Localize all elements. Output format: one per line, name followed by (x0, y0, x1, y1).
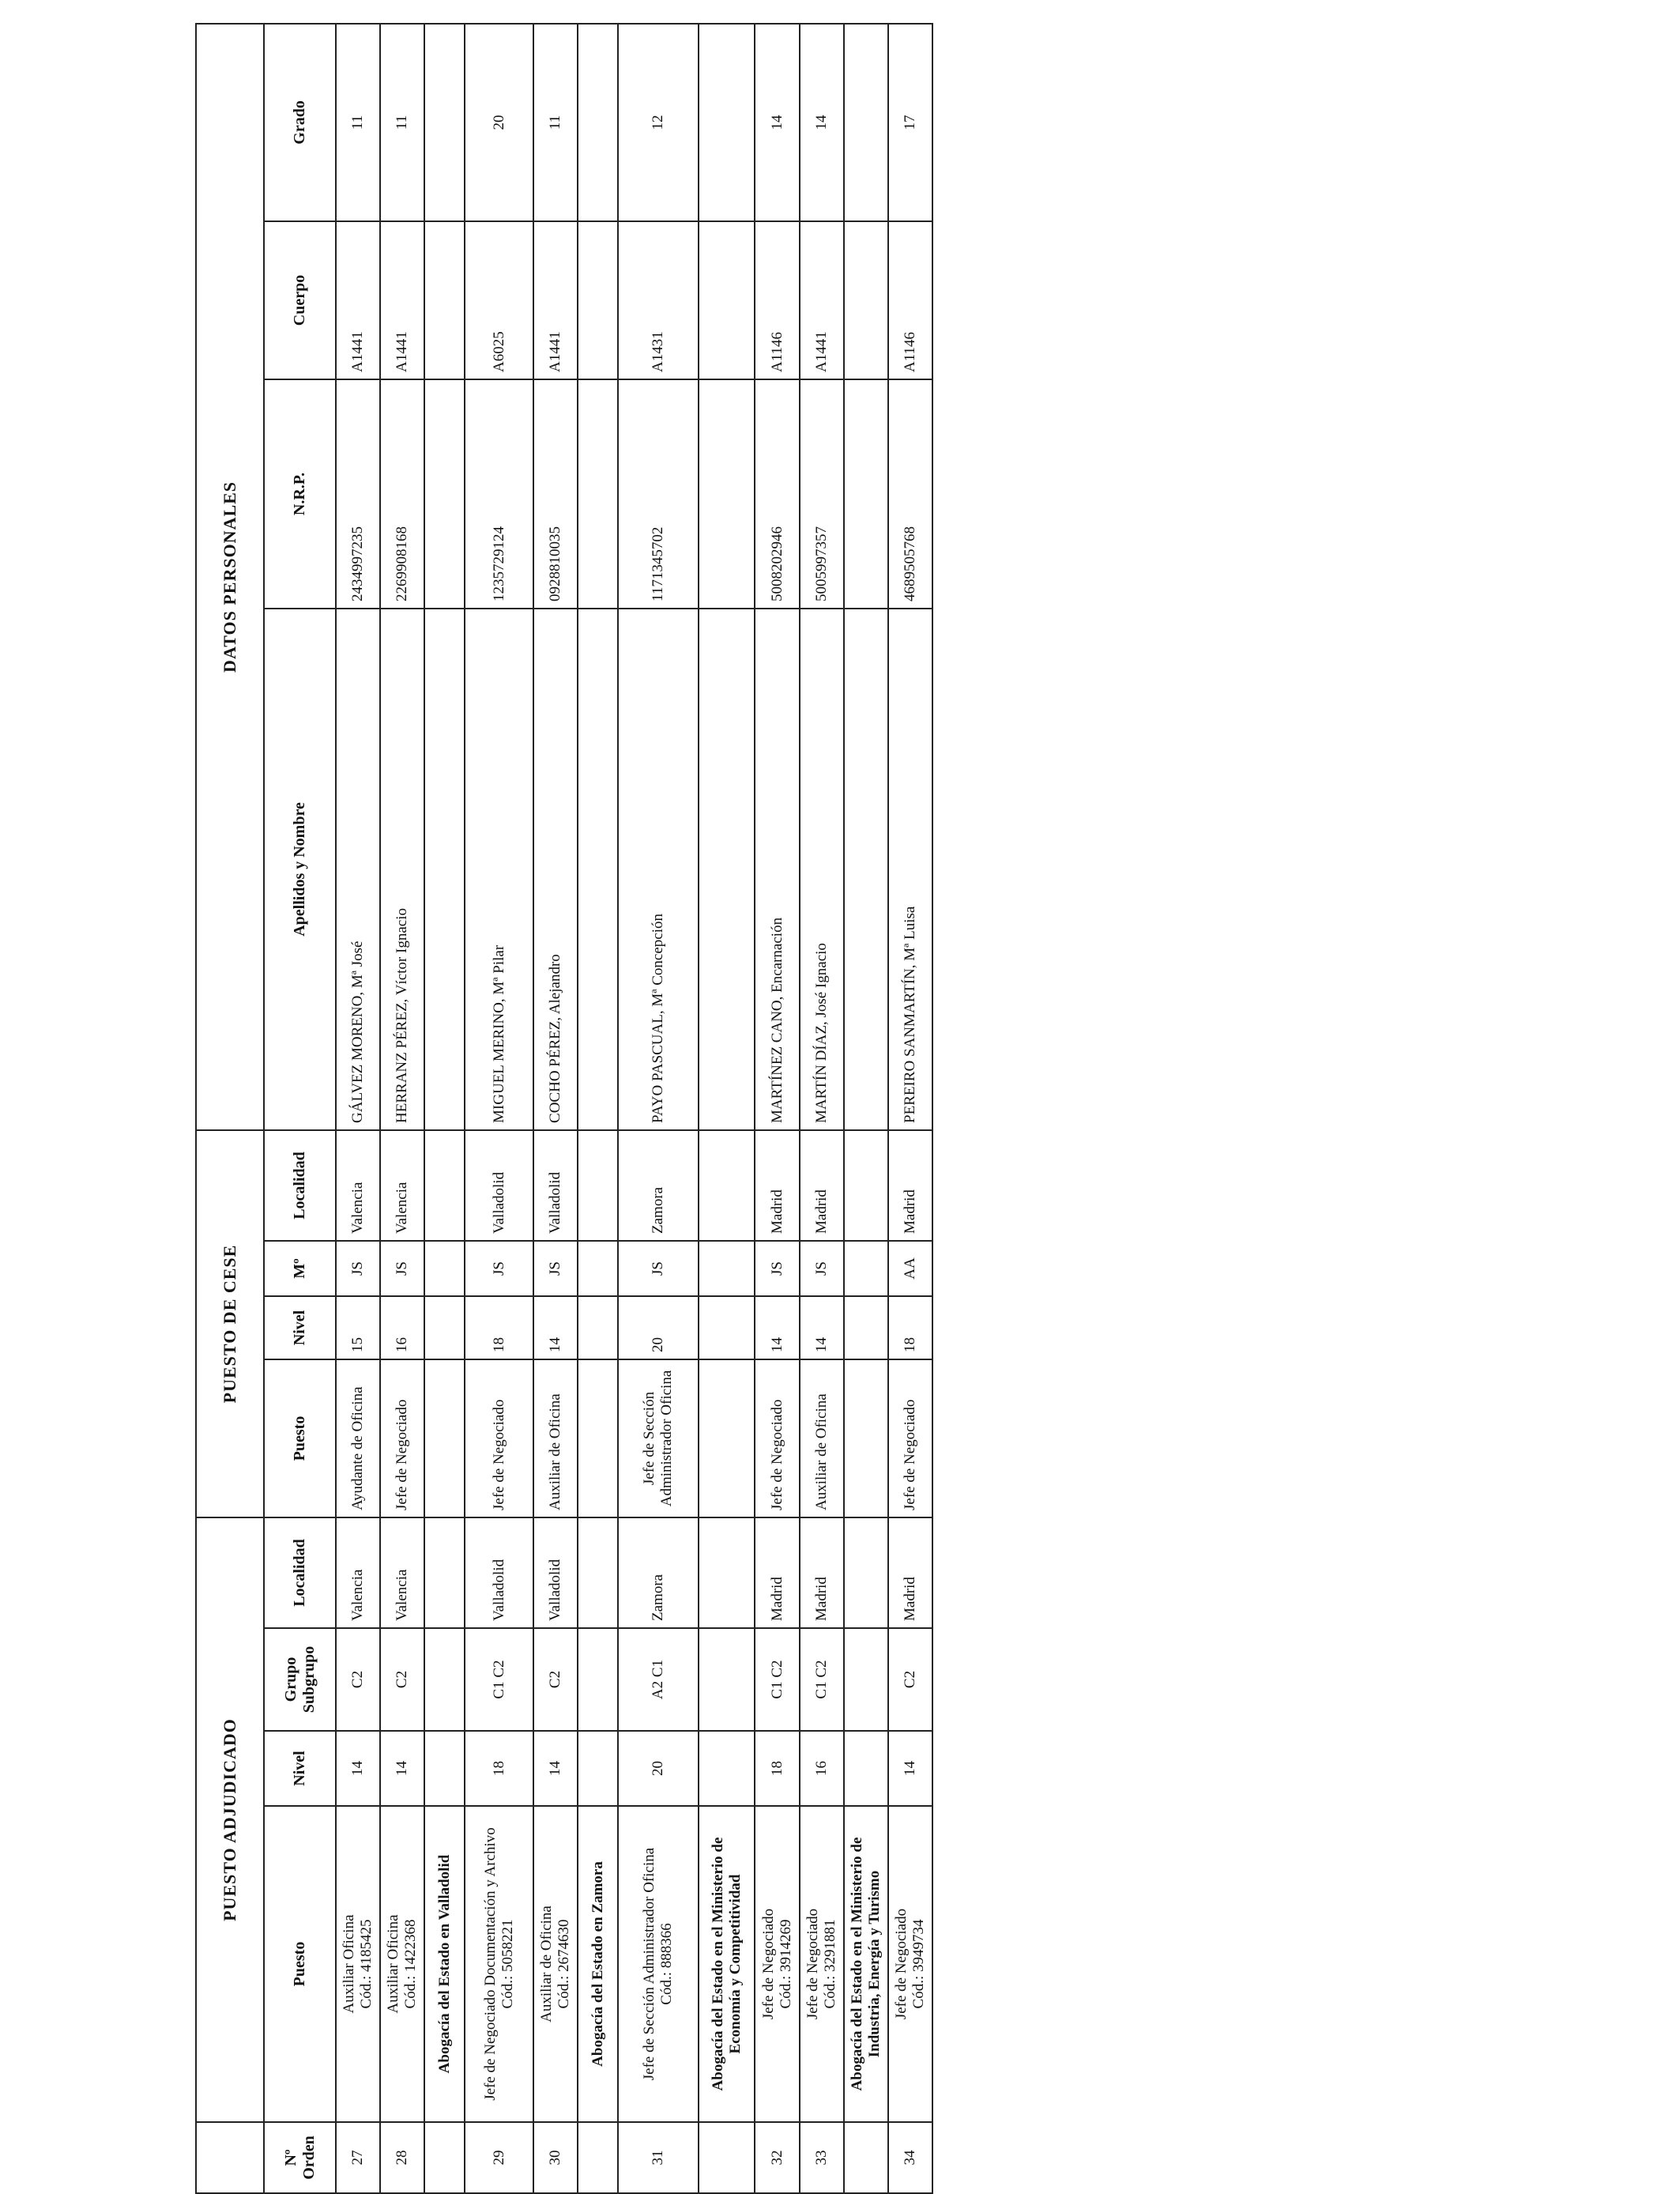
section-blank (578, 24, 618, 221)
adj-puesto-text: Auxiliar Oficina (385, 1914, 402, 2014)
cese-puesto-cell: Jefe de Negociado (465, 1359, 533, 1517)
section-blank (699, 1517, 755, 1628)
nrp-cell: 5008202946 (755, 379, 799, 609)
adj-nivel-cell: 16 (800, 1731, 844, 1806)
cese-nivel-cell: 18 (465, 1296, 533, 1359)
adj-cod-text: Cód.: 1422368 (402, 1919, 420, 2009)
adj-cod-text: Cód.: 4185425 (358, 1919, 375, 2009)
cese-nivel-cell: 16 (380, 1296, 424, 1359)
adj-puesto-text: Jefe de Negociado Documentación y Archivo (481, 1827, 499, 2101)
adj-cod-text: Cód.: 888366 (658, 1923, 676, 2005)
section-blank (844, 1731, 888, 1806)
section-blank (844, 1296, 888, 1359)
adj-grupo-header: Grupo Subgrupo (264, 1628, 336, 1731)
section-blank (844, 1359, 888, 1517)
section-blank (578, 1359, 618, 1517)
apellidos-header: Apellidos y Nombre (264, 609, 336, 1130)
orden-cell: 27 (336, 2122, 380, 2193)
adj-cod-text: Cód.: 3914269 (777, 1919, 794, 2009)
section-blank (844, 221, 888, 379)
nombre-cell: PAYO PASCUAL, Mª Concepción (618, 609, 699, 1130)
puesto-de-cese-header: PUESTO DE CESE (196, 1130, 264, 1517)
nombre-cell: HERRANZ PÉREZ, Víctor Ignacio (380, 609, 424, 1130)
nrp-header: N.R.P. (264, 379, 336, 609)
adj-puesto-cell (618, 1806, 699, 2122)
section-row (578, 24, 618, 2193)
section-blank (699, 379, 755, 609)
section-blank (424, 221, 465, 379)
nrp-cell: 2434997235 (336, 379, 380, 609)
nrp-cell: 1171345702 (618, 379, 699, 609)
adj-grupo-cell: A2 C1 (618, 1628, 699, 1731)
cese-puesto-cell: Auxiliar de Oficina (533, 1359, 578, 1517)
section-blank (424, 379, 465, 609)
cese-puesto-cell: Jefe de Sección Administrador Oficina (618, 1359, 699, 1517)
adj-grupo-cell: C1 C2 (755, 1628, 799, 1731)
section-blank (844, 1628, 888, 1731)
nrp-cell: 4689505768 (888, 379, 932, 609)
section-blank (699, 1731, 755, 1806)
cese-m-cell: JS (618, 1241, 699, 1296)
section-blank (699, 1241, 755, 1296)
section-blank (699, 609, 755, 1130)
adj-grupo-cell: C2 (888, 1628, 932, 1731)
adj-puesto-cell (465, 1806, 533, 2122)
section-blank (424, 609, 465, 1130)
nombre-cell: COCHO PÉREZ, Alejandro (533, 609, 578, 1130)
section-blank (699, 221, 755, 379)
table-row (380, 24, 424, 2193)
section-blank (844, 609, 888, 1130)
adj-nivel-cell: 18 (465, 1731, 533, 1806)
table-row (800, 24, 844, 2193)
table-row (888, 24, 932, 2193)
adj-puesto-text: Jefe de Negociado (804, 1908, 821, 2020)
table-row (618, 24, 699, 2193)
section-blank (424, 1241, 465, 1296)
cese-localidad-cell: Valencia (380, 1130, 424, 1241)
cese-localidad-cell: Valencia (336, 1130, 380, 1241)
orden-cell: 34 (888, 2122, 932, 2193)
cuerpo-cell: A1146 (888, 221, 932, 379)
section-blank (578, 609, 618, 1130)
grado-header: Grado (264, 24, 336, 221)
section-blank (578, 1517, 618, 1628)
adj-localidad-cell: Valencia (336, 1517, 380, 1628)
cese-nivel-cell: 14 (755, 1296, 799, 1359)
adj-puesto-cell (533, 1806, 578, 2122)
section-blank (424, 1628, 465, 1731)
orden-header: Nº Orden (264, 2122, 336, 2193)
adj-nivel-cell: 20 (618, 1731, 699, 1806)
puesto-adjudicado-header: PUESTO ADJUDICADO (196, 1517, 264, 2122)
adj-localidad-cell: Valladolid (465, 1517, 533, 1628)
grado-cell: 17 (888, 24, 932, 221)
adj-cod-text: Cód.: 2674630 (555, 1919, 572, 2009)
section-blank (424, 1359, 465, 1517)
section-blank (578, 1130, 618, 1241)
adj-localidad-cell: Madrid (800, 1517, 844, 1628)
nombre-cell: PEREIRO SANMARTÍN, Mª Luisa (888, 609, 932, 1130)
adj-localidad-header: Localidad (264, 1517, 336, 1628)
cese-nivel-cell: 14 (800, 1296, 844, 1359)
cese-localidad-cell: Madrid (888, 1130, 932, 1241)
cese-nivel-cell: 15 (336, 1296, 380, 1359)
cese-nivel-cell: 20 (618, 1296, 699, 1359)
section-blank (699, 1296, 755, 1359)
adj-nivel-cell: 14 (533, 1731, 578, 1806)
cese-m-cell: JS (533, 1241, 578, 1296)
grado-cell: 14 (755, 24, 799, 221)
adj-grupo-cell: C2 (533, 1628, 578, 1731)
section-blank (424, 1130, 465, 1241)
cese-puesto-cell: Auxiliar de Oficina (800, 1359, 844, 1517)
cese-puesto-cell: Ayudante de Oficina (336, 1359, 380, 1517)
adj-puesto-cell (800, 1806, 844, 2122)
nrp-cell: 0928810035 (533, 379, 578, 609)
adj-puesto-text: Jefe de Negociado (759, 1908, 777, 2020)
cese-puesto-cell: Jefe de Negociado (755, 1359, 799, 1517)
section-title: Abogacía del Estado en Zamora (578, 1806, 618, 2122)
grado-cell: 20 (465, 24, 533, 221)
section-blank (578, 2122, 618, 2193)
section-blank (699, 1130, 755, 1241)
cese-nivel-cell: 18 (888, 1296, 932, 1359)
adj-puesto-cell (380, 1806, 424, 2122)
adj-nivel-cell: 18 (755, 1731, 799, 1806)
cese-m-cell: JS (755, 1241, 799, 1296)
adj-cod-text: Cód.: 3291881 (821, 1919, 838, 2009)
cese-m-cell: JS (465, 1241, 533, 1296)
section-blank (699, 1628, 755, 1731)
orden-cell: 30 (533, 2122, 578, 2193)
adj-puesto-cell (888, 1806, 932, 2122)
cuerpo-cell: A1441 (336, 221, 380, 379)
rotated-document-table (195, 25, 933, 2194)
section-blank (424, 2122, 465, 2193)
super-header-row (196, 24, 264, 2193)
adj-puesto-text: Jefe de Sección Administrador Oficina (641, 1847, 658, 2081)
adj-localidad-cell: Valencia (380, 1517, 424, 1628)
cese-nivel-cell: 14 (533, 1296, 578, 1359)
orden-cell: 28 (380, 2122, 424, 2193)
section-title: Abogacía del Estado en el Ministerio de Economía y Competitividad (699, 1806, 755, 2122)
cese-localidad-cell: Madrid (755, 1130, 799, 1241)
adj-puesto-text: Auxiliar Oficina (341, 1914, 358, 2014)
nombre-cell: GÁLVEZ MORENO, Mª José (336, 609, 380, 1130)
adj-nivel-cell: 14 (380, 1731, 424, 1806)
cese-localidad-cell: Valladolid (533, 1130, 578, 1241)
cese-localidad-cell: Valladolid (465, 1130, 533, 1241)
cese-puesto-cell: Jefe de Negociado (888, 1359, 932, 1517)
adj-cod-text: Cód.: 5058221 (499, 1919, 516, 2009)
section-blank (424, 1296, 465, 1359)
orden-cell: 29 (465, 2122, 533, 2193)
section-blank (424, 1517, 465, 1628)
grado-cell: 11 (533, 24, 578, 221)
cese-puesto-header: Puesto (264, 1359, 336, 1517)
section-blank (578, 221, 618, 379)
section-title: Abogacía del Estado en el Ministerio de Industria, Energía y Turismo (844, 1806, 888, 2122)
blank-corner (196, 2122, 264, 2193)
cuerpo-cell: A1441 (380, 221, 424, 379)
adj-puesto-cell (336, 1806, 380, 2122)
section-blank (578, 379, 618, 609)
orden-cell: 32 (755, 2122, 799, 2193)
table-row (336, 24, 380, 2193)
nrp-cell: 5005997357 (800, 379, 844, 609)
cese-m-header: Mº (264, 1241, 336, 1296)
destinos-table (195, 23, 933, 2194)
adj-grupo-cell: C2 (380, 1628, 424, 1731)
adj-grupo-cell: C1 C2 (465, 1628, 533, 1731)
adj-puesto-text: Jefe de Negociado (893, 1908, 910, 2020)
orden-cell: 31 (618, 2122, 699, 2193)
adj-grupo-cell: C1 C2 (800, 1628, 844, 1731)
cuerpo-header: Cuerpo (264, 221, 336, 379)
adj-puesto-text: Auxiliar de Oficina (538, 1906, 556, 2022)
cese-m-cell: JS (800, 1241, 844, 1296)
section-blank (844, 379, 888, 609)
section-blank (578, 1628, 618, 1731)
section-title: Abogacía del Estado en Valladolid (424, 1806, 465, 2122)
section-blank (844, 24, 888, 221)
grado-cell: 11 (336, 24, 380, 221)
column-header-row (264, 24, 336, 2193)
grado-cell: 11 (380, 24, 424, 221)
table-row (465, 24, 533, 2193)
section-blank (844, 1130, 888, 1241)
adj-localidad-cell: Zamora (618, 1517, 699, 1628)
cese-m-cell: JS (380, 1241, 424, 1296)
cuerpo-cell: A1431 (618, 221, 699, 379)
nrp-cell: 2269908168 (380, 379, 424, 609)
adj-localidad-cell: Valladolid (533, 1517, 578, 1628)
nombre-cell: MIGUEL MERINO, Mª Pilar (465, 609, 533, 1130)
section-row (844, 24, 888, 2193)
cese-localidad-header: Localidad (264, 1130, 336, 1241)
adj-localidad-cell: Madrid (888, 1517, 932, 1628)
adj-nivel-header: Nivel (264, 1731, 336, 1806)
grado-cell: 14 (800, 24, 844, 221)
section-blank (424, 1731, 465, 1806)
section-blank (844, 1241, 888, 1296)
adj-nivel-cell: 14 (336, 1731, 380, 1806)
cese-m-cell: JS (336, 1241, 380, 1296)
adj-cod-text: Cód.: 3949734 (910, 1919, 927, 2009)
section-blank (424, 24, 465, 221)
section-blank (699, 24, 755, 221)
section-blank (578, 1296, 618, 1359)
section-blank (844, 1517, 888, 1628)
cese-puesto-cell: Jefe de Negociado (380, 1359, 424, 1517)
cuerpo-cell: A1146 (755, 221, 799, 379)
grado-cell: 12 (618, 24, 699, 221)
cuerpo-cell: A1441 (533, 221, 578, 379)
section-row (424, 24, 465, 2193)
datos-personales-header: DATOS PERSONALES (196, 24, 264, 1130)
cese-m-cell: AA (888, 1241, 932, 1296)
cuerpo-cell: A6025 (465, 221, 533, 379)
adj-nivel-cell: 14 (888, 1731, 932, 1806)
nrp-cell: 1235729124 (465, 379, 533, 609)
orden-cell: 33 (800, 2122, 844, 2193)
section-blank (699, 2122, 755, 2193)
adj-grupo-cell: C2 (336, 1628, 380, 1731)
cese-localidad-cell: Zamora (618, 1130, 699, 1241)
cese-localidad-cell: Madrid (800, 1130, 844, 1241)
table-row (755, 24, 799, 2193)
cuerpo-cell: A1441 (800, 221, 844, 379)
section-blank (699, 1359, 755, 1517)
nombre-cell: MARTÍNEZ CANO, Encarnación (755, 609, 799, 1130)
cese-nivel-header: Nivel (264, 1296, 336, 1359)
table-row (533, 24, 578, 2193)
section-row (699, 24, 755, 2193)
section-blank (844, 2122, 888, 2193)
adj-puesto-header: Puesto (264, 1806, 336, 2122)
adj-localidad-cell: Madrid (755, 1517, 799, 1628)
nombre-cell: MARTÍN DÍAZ, José Ignacio (800, 609, 844, 1130)
adj-puesto-cell (755, 1806, 799, 2122)
section-blank (578, 1241, 618, 1296)
section-blank (578, 1731, 618, 1806)
